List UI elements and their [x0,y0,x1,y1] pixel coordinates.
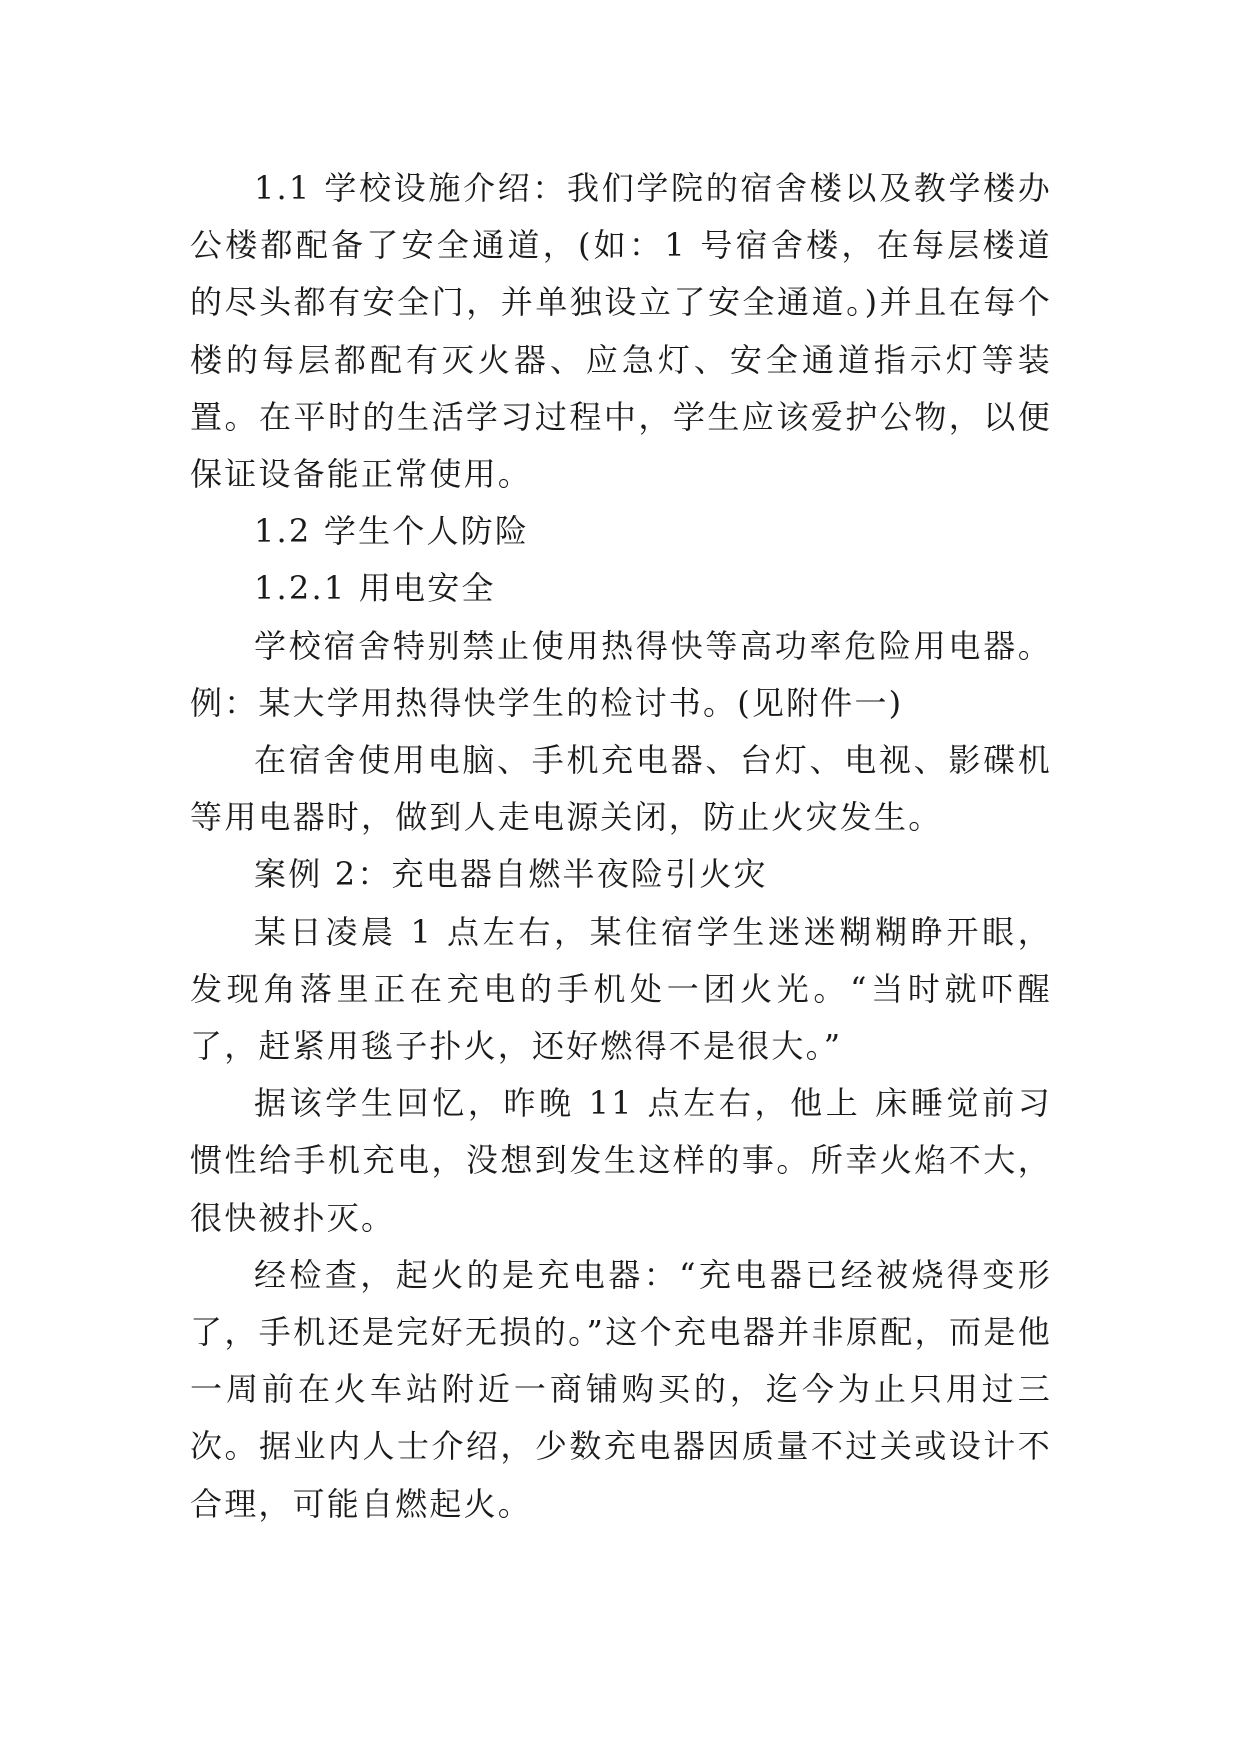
paragraph-case-incident: 某日凌晨 1 点左右，某住宿学生迷迷糊糊睁开眼，发现角落里正在充电的手机处一团火光。“当时就吓醒了，赶紧用毯子扑火，还好燃得不是很大。” [190,912,1052,1066]
paragraph-case-recollection: 据该学生回忆，昨晚 11 点左右，他上 床睡觉前习惯性给手机充电，没想到发生这样的事。所幸火焰不大，很快被扑灭。 [190,1084,1052,1237]
paragraph-facilities: 1.1 学校设施介绍：我们学院的宿舍楼以及教学楼办公楼都配备了安全通道，(如：1 号宿舍楼，在每层楼道的尽头都有安全门，并单独设立了安全通道。)并且在每个楼的每层都配有灭火器、应急灯、安全通道指示灯等装置。在平时的生活学习过程中，学生应该爱护公物，以便保证设备能正常使用。 [190,169,1052,494]
document-body [190,160,1052,1533]
paragraph-power-off: 在宿舍使用电脑、手机充电器、台灯、电视、影碟机等用电器时，做到人走电源关闭，防止火灾发生。 [190,741,1052,837]
paragraph-banned-appliances: 学校宿舍特别禁止使用热得快等高功率危险用电器。例：某大学用热得快学生的检讨书。(见附件一) [190,626,1052,722]
heading-personal-safety: 1.2 学生个人防险 [254,512,530,551]
heading-case-2: 案例 2：充电器自燃半夜险引火灾 [254,855,768,894]
heading-electrical-safety: 1.2.1 用电安全 [254,569,496,608]
paragraph-case-inspection: 经检查，起火的是充电器：“充电器已经被烧得变形了，手机还是完好无损的。”这个充电器并非原配，而是他一周前在火车站附近一商铺购买的，迄今为止只用过三次。据业内人士介绍，少数充电器因质量不过关或设计不合理，可能自燃起火。 [190,1255,1052,1523]
